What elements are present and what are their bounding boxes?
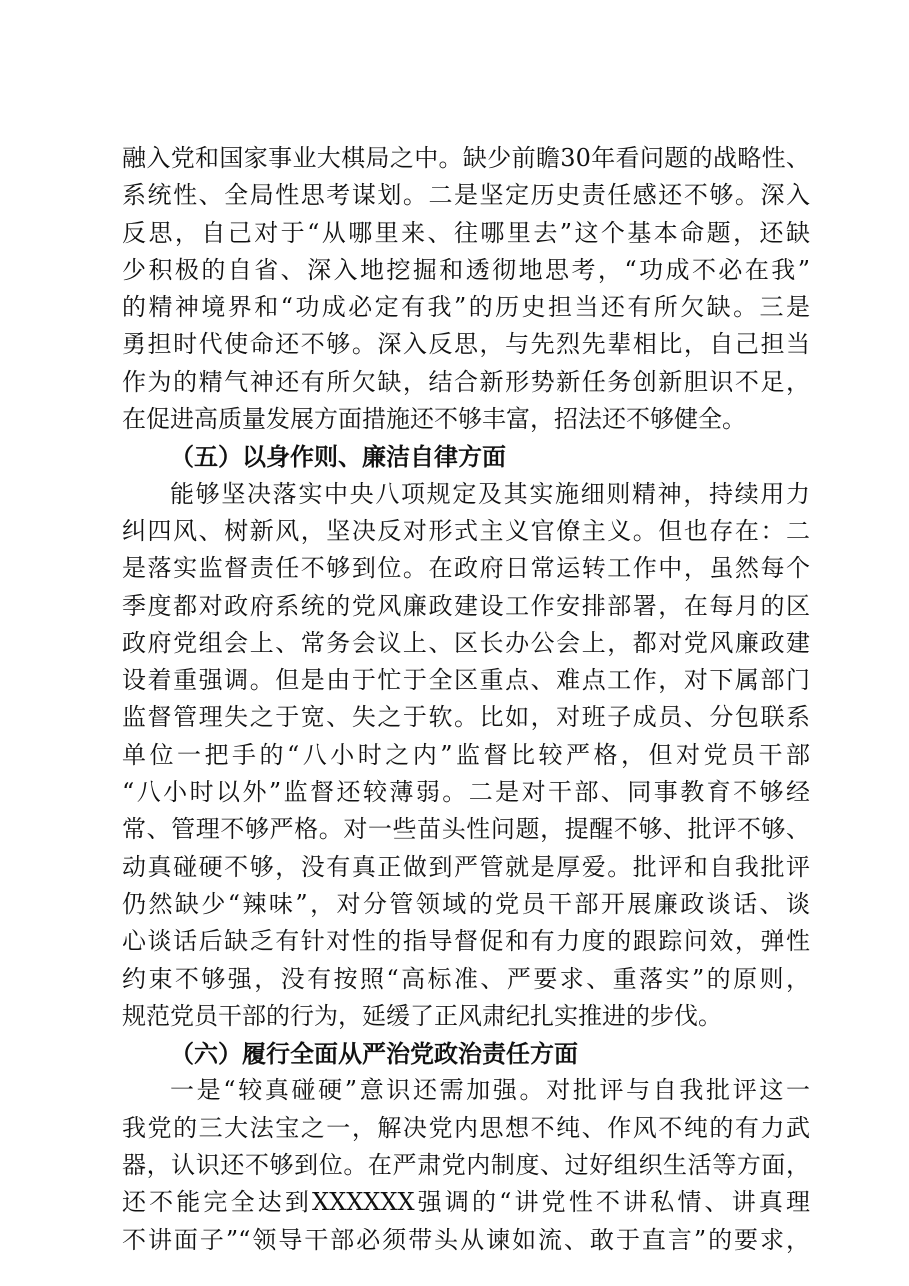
text-line: 设着重强调。但是由于忙于全区重点、难点工作，对下属部门	[122, 666, 810, 695]
text-line: “八小时以外”监督还较薄弱。二是对干部、同事教育不够经	[122, 778, 810, 807]
section-heading-5	[122, 438, 810, 475]
document-body	[122, 140, 810, 1259]
text-line: 政府党组会上、常务会议上、区长办公会上，都对党风廉政建	[122, 628, 810, 657]
heading-text: （五）以身作则、廉洁自律方面	[170, 442, 506, 472]
paragraph-party-governance	[122, 1072, 810, 1258]
text-line: 仍然缺少“辣味”，对分管领域的党员干部开展廉政谈话、谈	[122, 889, 810, 918]
text-line: 季度都对政府系统的党风廉政建设工作安排部署，在每月的区	[122, 591, 810, 620]
text-line: 能够坚决落实中央八项规定及其实施细则精神，持续用力	[170, 479, 810, 508]
text-line: 我党的三大法宝之一，解决党内思想不纯、作风不纯的有力武	[122, 1113, 810, 1142]
text-line: 融入党和国家事业大棋局之中。缺少前瞻30年看问题的战略性、	[122, 144, 810, 172]
heading-text: （六）履行全面从严治党政治责任方面	[170, 1039, 578, 1069]
text-line: 心谈话后缺乏有针对性的指导督促和有力度的跟踪问效，弹性	[122, 927, 810, 956]
text-line: 不讲面子”“领导干部必须带头从谏如流、敢于直言”的要求，	[122, 1225, 810, 1254]
text-line: 是落实监督责任不够到位。在政府日常运转工作中，虽然每个	[122, 554, 810, 583]
text-line: 反思，自己对于“从哪里来、往哪里去”这个基本命题，还缺	[122, 218, 810, 247]
text-line: 勇担时代使命还不够。深入反思，与先烈先辈相比，自己担当	[122, 330, 810, 359]
section-heading-6	[122, 1035, 810, 1072]
text-line: 作为的精气神还有所欠缺，结合新形势新任务创新胆识不足，	[122, 367, 810, 396]
paragraph-integrity	[122, 476, 810, 1035]
text-line: 器，认识还不够到位。在严肃党内制度、过好组织生活等方面，	[122, 1151, 810, 1180]
text-line: 一是“较真碰硬”意识还需加强。对批评与自我批评这一	[170, 1076, 810, 1105]
paragraph-continuation	[122, 140, 810, 438]
text-line: 系统性、全局性思考谋划。二是坚定历史责任感还不够。深入	[122, 181, 810, 210]
text-line: 动真碰硬不够，没有真正做到严管就是厚爱。批评和自我批评	[122, 852, 810, 881]
text-line: 纠四风、树新风，坚决反对形式主义官僚主义。但也存在：二	[122, 516, 810, 545]
text-line: 在促进高质量发展方面措施还不够丰富，招法还不够健全。	[122, 405, 746, 434]
text-line: 少积极的自省、深入地挖掘和透彻地思考，“功成不必在我”	[122, 255, 810, 284]
text-line: 监督管理失之于宽、失之于软。比如，对班子成员、分包联系	[122, 703, 810, 732]
text-line: 规范党员干部的行为，延缓了正风肃纪扎实推进的步伐。	[122, 1001, 722, 1030]
text-line: 的精神境界和“功成必定有我”的历史担当还有所欠缺。三是	[122, 293, 810, 322]
text-line: 单位一把手的“八小时之内”监督比较严格，但对党员干部	[122, 740, 810, 769]
text-line: 常、管理不够严格。对一些苗头性问题，提醒不够、批评不够、	[122, 815, 810, 844]
text-line: 约束不够强，没有按照“高标准、严要求、重落实”的原则，	[122, 964, 810, 993]
text-line: 还不能完全达到XXXXXX强调的“讲党性不讲私情、讲真理	[122, 1188, 810, 1217]
